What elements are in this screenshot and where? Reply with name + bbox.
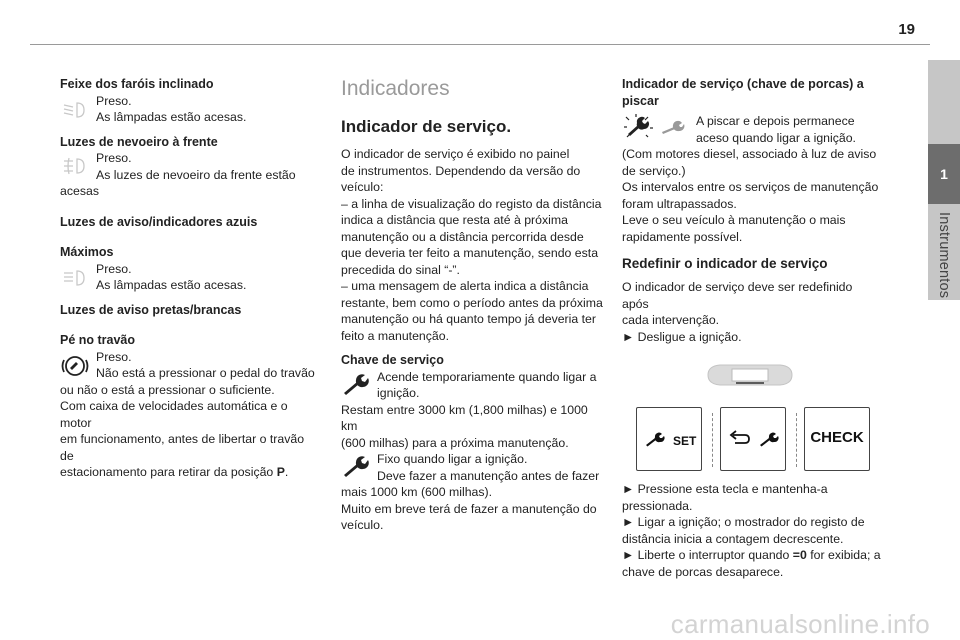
p1-line: manutenção ou há quanto tempo já deveria ter xyxy=(341,312,596,326)
zero-display-label: =0 xyxy=(792,548,807,562)
check-button[interactable] xyxy=(804,407,870,471)
flashing-wrench-line-5: Os intervalos entre os serviços de manutenção xyxy=(622,180,879,194)
reset-line-2: cada intervenção. xyxy=(622,313,720,327)
front-fog-line-1: Preso. xyxy=(96,151,132,165)
flashing-wrench-line-2: aceso quando ligar a ignição. xyxy=(696,130,856,145)
service-key-fixed-line-5: veículo. xyxy=(341,518,384,532)
set-label: SET xyxy=(673,434,697,448)
low-beam-entry xyxy=(60,93,316,126)
reset-line-3: ► Desligue a ignição. xyxy=(622,329,742,344)
flashing-wrench-line-1: A piscar e depois permanece xyxy=(696,114,855,128)
divider-dashed xyxy=(796,413,797,467)
foot-on-brake-icon xyxy=(60,351,90,381)
main-beam-title: Máximos xyxy=(60,245,114,259)
front-fog-title: Luzes de nevoeiro à frente xyxy=(60,134,218,149)
low-beam-line-1: Preso. xyxy=(96,93,132,108)
check-label: CHECK xyxy=(810,429,864,446)
p1-line: – a linha de visualização do registo da distância xyxy=(341,196,602,211)
instrument-panel-illustration xyxy=(624,361,876,469)
wrench-icon xyxy=(341,453,371,479)
header-rule xyxy=(30,44,930,45)
chapter-tab-label: Instrumentos xyxy=(936,212,952,299)
column-right xyxy=(622,76,882,580)
service-indicator-text xyxy=(341,146,603,344)
action-line-1: ► Pressione esta tecla e mantenha-a xyxy=(622,482,828,496)
service-key-line-4: (600 milhas) para a próxima manutenção. xyxy=(341,435,569,450)
p1-line: precedida do sinal “-”. xyxy=(341,262,460,277)
service-key-fixed-line-2: Deve fazer a manutenção antes de fazer xyxy=(377,468,600,483)
flashing-wrench-line-6: foram ultrapassados. xyxy=(622,196,737,211)
foot-on-brake-line-5: em funcionamento, antes de libertar o travão de xyxy=(60,432,305,463)
column-left xyxy=(60,76,316,481)
foot-on-brake-line-4: Com caixa de velocidades automática e o motor xyxy=(60,399,288,430)
service-key-temporary-entry xyxy=(341,369,603,452)
flashing-wrench-entry xyxy=(622,113,882,245)
flashing-wrench-title-line-1: Indicador de serviço (chave de porcas) a xyxy=(622,77,864,91)
service-key-fixed-line-1: Fixo quando ligar a ignição. xyxy=(377,452,528,466)
reset-line-1: O indicador de serviço deve ser redefinido após xyxy=(622,280,853,311)
watermark: carmanualsonline.info xyxy=(670,608,930,639)
service-key-fixed-line-3: mais 1000 km (600 milhas). xyxy=(341,485,493,499)
action-line-5-text: ► Liberte o interruptor quando xyxy=(622,548,793,562)
foot-on-brake-line-6 xyxy=(60,464,316,481)
service-indicator-heading: Indicador de serviço. xyxy=(341,117,512,136)
column-middle xyxy=(341,76,603,534)
flashing-wrench-line-4: de serviço.) xyxy=(622,163,686,178)
blue-lights-title: Luzes de aviso/indicadores azuis xyxy=(60,214,258,229)
foot-on-brake-line-1: Preso. xyxy=(96,349,132,364)
wrench-icon xyxy=(759,432,781,448)
action-line-5 xyxy=(622,547,882,564)
service-key-title: Chave de serviço xyxy=(341,353,444,367)
p1-line: indica a distância que resta até à próxima xyxy=(341,213,568,227)
flashing-wrench-line-3: (Com motores diesel, associado à luz de aviso xyxy=(622,147,877,161)
divider-dashed xyxy=(712,413,713,467)
action-line-3: ► Ligar a ignição; o mostrador do registo de xyxy=(622,515,865,529)
p1-line: – uma mensagem de alerta indica a distância xyxy=(341,279,589,293)
action-line-5-end: for exibida; a xyxy=(806,548,881,562)
p1-line: que deveria ter feito a manutenção, sendo esta xyxy=(341,246,599,260)
flashing-wrench-title-line-2: piscar xyxy=(622,93,659,108)
low-beam-title: Feixe dos faróis inclinado xyxy=(60,77,214,91)
reset-trip-button[interactable] xyxy=(720,407,786,471)
action-line-4: distância inicia a contagem decrescente. xyxy=(622,531,844,546)
action-line-2: pressionada. xyxy=(622,498,693,513)
wrench-icon xyxy=(341,371,371,397)
p1-line: O indicador de serviço é exibido no painel xyxy=(341,147,570,161)
page-number: 19 xyxy=(898,21,915,38)
p1-line: feito a manutenção. xyxy=(341,328,450,343)
main-beam-entry xyxy=(60,261,316,294)
main-beam-line-1: Preso. xyxy=(96,261,132,276)
service-key-line-3: Restam entre 3000 km (1,800 milhas) e 1000 km xyxy=(341,402,588,433)
gear-p-label: P xyxy=(276,465,285,479)
action-line-6: chave de porcas desaparece. xyxy=(622,564,784,579)
foot-on-brake-line-3: ou não o está a pressionar o suficiente. xyxy=(60,382,275,397)
flashing-wrench-line-7: Leve o seu veículo à manutenção o mais xyxy=(622,213,846,227)
return-arrow-icon xyxy=(729,430,751,448)
p1-line: restante, bem como o período antes da próxima xyxy=(341,295,603,310)
front-fog-line-3: acesas xyxy=(60,184,99,198)
main-beam-icon xyxy=(60,263,90,293)
foot-on-brake-title: Pé no travão xyxy=(60,333,136,347)
foot-on-brake-line-2: Não está a pressionar o pedal do travão xyxy=(96,366,315,380)
foot-on-brake-line-6-text: estacionamento para retirar da posição xyxy=(60,465,277,479)
chapter-tab-number: 1 xyxy=(928,144,960,204)
foot-on-brake-line-6-end: . xyxy=(284,465,289,479)
service-key-fixed-line-4: Muito em breve terá de fazer a manutenção do xyxy=(341,501,597,516)
set-button[interactable] xyxy=(636,407,702,471)
front-fog-entry xyxy=(60,150,316,200)
reset-heading: Redefinir o indicador de serviço xyxy=(622,256,828,271)
main-beam-line-2: As lâmpadas estão acesas. xyxy=(96,278,247,292)
low-beam-line-2: As lâmpadas estão acesas. xyxy=(96,110,247,124)
p1-line: manutenção ou a distância percorrida desde xyxy=(341,229,584,244)
flashing-wrench-title xyxy=(622,76,882,109)
front-fog-icon xyxy=(60,152,90,182)
service-key-fixed-entry xyxy=(341,451,603,534)
section-title-indicadores: Indicadores xyxy=(341,77,450,100)
flashing-wrench-icon xyxy=(622,113,694,139)
flashing-wrench-line-8: rapidamente possível. xyxy=(622,229,743,244)
dashboard-outline-icon xyxy=(702,361,798,387)
service-key-line-1: Acende temporariamente quando ligar a xyxy=(377,369,597,384)
service-key-line-2: ignição. xyxy=(377,386,420,400)
wrench-icon xyxy=(645,432,667,448)
p1-line: veículo: xyxy=(341,180,384,194)
low-beam-icon xyxy=(60,95,90,125)
front-fog-line-2: As luzes de nevoeiro da frente estão xyxy=(96,167,296,182)
foot-on-brake-entry xyxy=(60,349,316,481)
p1-line: de instrumentos. Dependendo da versão do xyxy=(341,163,581,178)
black-white-lights-title: Luzes de aviso pretas/brancas xyxy=(60,302,242,317)
chapter-tab-bar xyxy=(928,60,960,144)
